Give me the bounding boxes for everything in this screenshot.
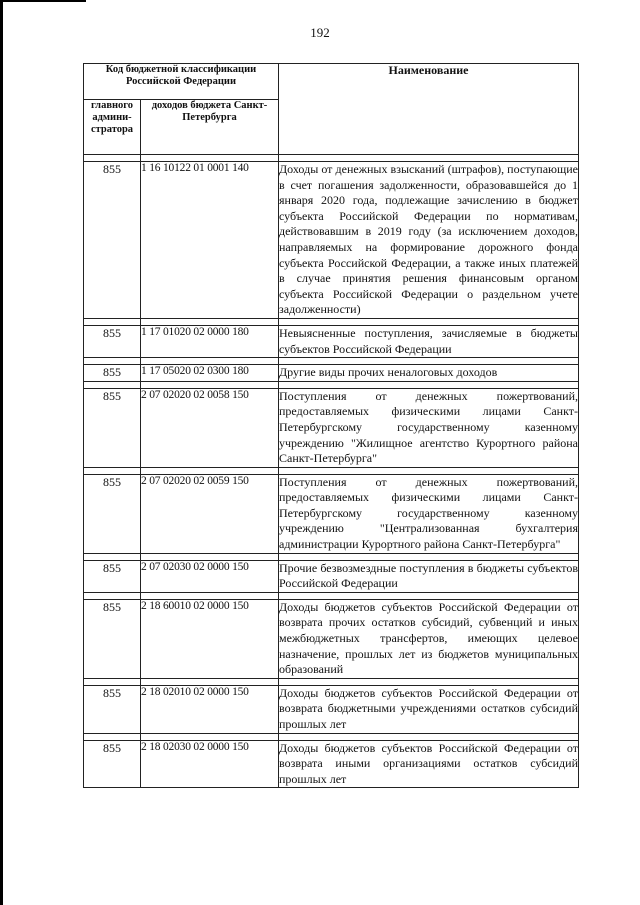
header-revenue: доходов бюджета Санкт-Петербурга: [141, 100, 279, 155]
table-row: [84, 560, 579, 592]
scan-edge-left: [0, 0, 3, 905]
row-revenue-code: 2 07 02020 02 0059 150: [141, 474, 279, 553]
table-gap: [84, 155, 579, 162]
row-name: Поступления от денежных пожертвований, предоставляемых физическими лицами Санкт-Петербургскому государственному казенному учреждению "Жилищное агентство Курортного района Санкт-Петербурга": [279, 388, 579, 467]
row-revenue-code: 2 18 60010 02 0000 150: [141, 599, 279, 678]
table-gap: [84, 467, 579, 474]
row-admin-code: 855: [84, 740, 141, 788]
table-gap: [84, 733, 579, 740]
row-revenue-code: 2 18 02030 02 0000 150: [141, 740, 279, 788]
row-name: Доходы бюджетов субъектов Российской Федерации от возврата иными организациями остатков субсидий прошлых лет: [279, 740, 579, 788]
table-row: [84, 740, 579, 788]
row-revenue-code: 2 07 02030 02 0000 150: [141, 560, 279, 592]
table-row: [84, 162, 579, 319]
row-admin-code: 855: [84, 599, 141, 678]
row-revenue-code: 2 18 02010 02 0000 150: [141, 685, 279, 733]
row-admin-code: 855: [84, 325, 141, 357]
row-admin-code: 855: [84, 474, 141, 553]
budget-classification-table: [83, 63, 579, 788]
table-row: [84, 388, 579, 467]
header-admin: главного админи-стратора: [84, 100, 141, 155]
row-name: Прочие безвозмездные поступления в бюджеты субъектов Российской Федерации: [279, 560, 579, 592]
table-gap: [84, 678, 579, 685]
row-admin-code: 855: [84, 162, 141, 319]
table-gap: [84, 381, 579, 388]
row-revenue-code: 2 07 02020 02 0058 150: [141, 388, 279, 467]
header-name: Наименование: [279, 64, 579, 155]
scan-edge-top: [0, 0, 86, 2]
row-admin-code: 855: [84, 560, 141, 592]
table-row: [84, 685, 579, 733]
page-number: 192: [310, 25, 330, 40]
row-name: Другие виды прочих неналоговых доходов: [279, 365, 579, 382]
row-admin-code: 855: [84, 365, 141, 382]
row-revenue-code: 1 17 01020 02 0000 180: [141, 325, 279, 357]
table-gap: [84, 358, 579, 365]
row-admin-code: 855: [84, 388, 141, 467]
table-row: [84, 599, 579, 678]
table-row: [84, 474, 579, 553]
row-name: Невыясненные поступления, зачисляемые в бюджеты субъектов Российской Федерации: [279, 325, 579, 357]
row-name: Поступления от денежных пожертвований, предоставляемых физическими лицами Санкт-Петербургскому государственному казенному учреждению "Централизованная бухгалтерия администрации Курортного района Санкт-Петербурга": [279, 474, 579, 553]
table-row: [84, 365, 579, 382]
row-name: Доходы от денежных взысканий (штрафов), поступающие в счет погашения задолженности, образовавшейся до 1 января 2020 года, подлежащие зачислению в бюджет субъекта Российской Федерации по нормативам, действовавшим в 2019 году (за исключением доходов, направляемых на формирование дорожного фонда субъекта Российской Федерации, а также иных платежей в случае принятия решения финансовым органом субъекта Российской Федерации о раздельном учете задолженности): [279, 162, 579, 319]
table-gap: [84, 318, 579, 325]
row-admin-code: 855: [84, 685, 141, 733]
table-gap: [84, 553, 579, 560]
header-classification-group: Код бюджетной классификации Российской Федерации: [84, 64, 279, 100]
table-row: [84, 325, 579, 357]
table-gap: [84, 592, 579, 599]
row-name: Доходы бюджетов субъектов Российской Федерации от возврата бюджетными учреждениями остатков субсидий прошлых лет: [279, 685, 579, 733]
row-name: Доходы бюджетов субъектов Российской Федерации от возврата прочих остатков субсидий, субвенций и иных межбюджетных трансфертов, имеющих целевое назначение, прошлых лет из бюджетов муниципальных образований: [279, 599, 579, 678]
row-revenue-code: 1 17 05020 02 0300 180: [141, 365, 279, 382]
row-revenue-code: 1 16 10122 01 0001 140: [141, 162, 279, 319]
